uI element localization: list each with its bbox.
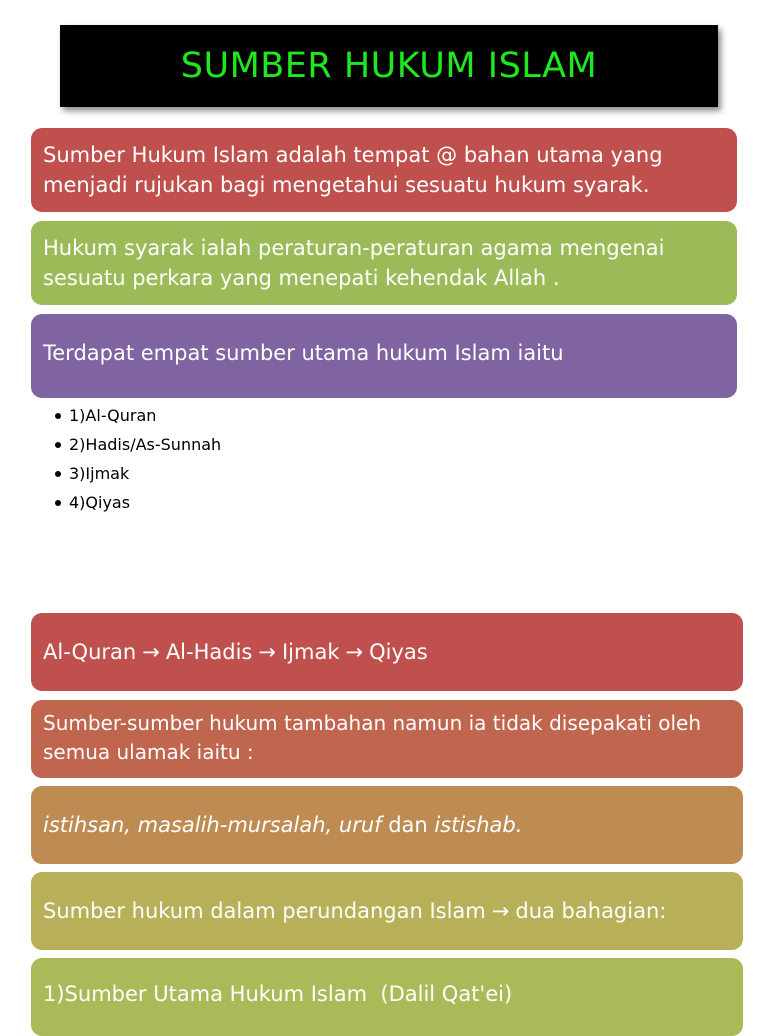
- page-title: SUMBER HUKUM ISLAM: [180, 46, 598, 86]
- arrow-right-icon: →: [491, 899, 510, 923]
- order-item: Al-Quran: [43, 640, 137, 664]
- arrow-right-icon: →: [258, 640, 276, 664]
- additional-list-conjunction: dan: [381, 813, 435, 837]
- order-item: Ijmak: [281, 640, 340, 664]
- definition-box: [31, 128, 737, 212]
- primary-source-box: [31, 958, 743, 1036]
- additional-list-box: [31, 786, 743, 864]
- bullet-icon: [55, 500, 61, 506]
- division-tail: dua bahagian:: [515, 899, 667, 923]
- four-sources-box: [31, 314, 737, 398]
- primary-source-text: 1)Sumber Utama Hukum Islam (Dalil Qat'ei): [43, 982, 513, 1006]
- list-item: 3)Ijmak: [52, 459, 221, 488]
- order-box: [31, 613, 743, 691]
- order-item: Al-Hadis: [165, 640, 253, 664]
- definition-text: Sumber Hukum Islam adalah tempat @ bahan utama yang menjadi rujukan bagi mengetahui sesuatu hukum syarak.: [43, 143, 663, 197]
- bullet-icon: [55, 442, 61, 448]
- hukum-syarak-text: Hukum syarak ialah peraturan-peraturan agama mengenai sesuatu perkara yang menepati kehendak Allah .: [43, 236, 665, 290]
- division-box: [31, 872, 743, 950]
- bullet-icon: [55, 471, 61, 477]
- division-text: Sumber hukum dalam perundangan Islam: [43, 899, 486, 923]
- sources-list: [52, 401, 221, 517]
- list-item: 1)Al-Quran: [52, 401, 221, 430]
- list-item: 4)Qiyas: [52, 488, 221, 517]
- additional-list-italic: istihsan, masalih-mursalah, uruf: [43, 813, 382, 837]
- four-sources-text: Terdapat empat sumber utama hukum Islam iaitu: [43, 341, 564, 365]
- arrow-right-icon: →: [142, 640, 160, 664]
- additional-sources-box: [31, 700, 743, 778]
- additional-list-last: istishab.: [434, 813, 523, 837]
- order-item: Qiyas: [369, 640, 428, 664]
- title-banner: [60, 25, 718, 107]
- bullet-icon: [55, 413, 61, 419]
- hukum-syarak-box: [31, 221, 737, 305]
- additional-sources-text: Sumber-sumber hukum tambahan namun ia tidak disepakati oleh semua ulamak iaitu :: [43, 711, 702, 764]
- arrow-right-icon: →: [345, 640, 364, 664]
- list-item: 2)Hadis/As-Sunnah: [52, 430, 221, 459]
